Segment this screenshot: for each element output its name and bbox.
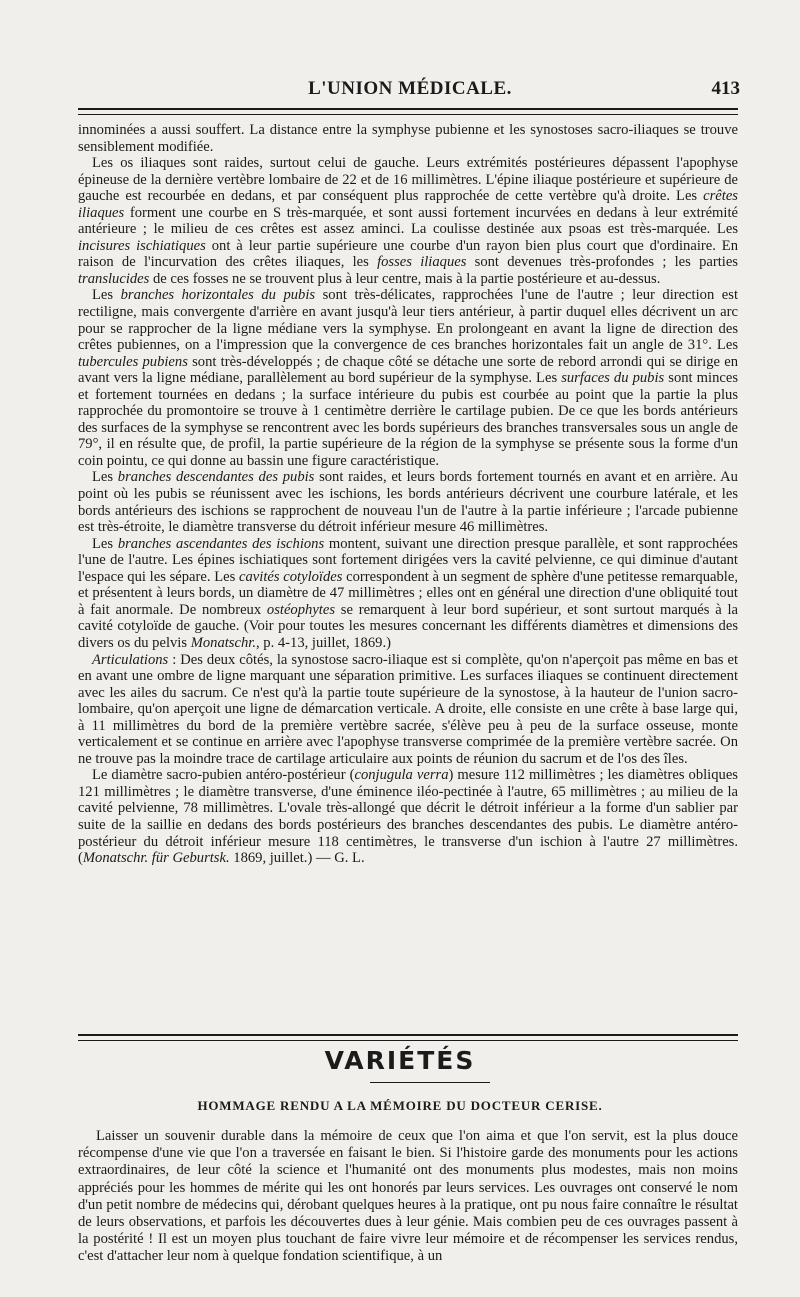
italic-term: crêtes iliaques — [78, 188, 738, 221]
page-number: 413 — [711, 78, 740, 99]
text: , p. 4-13, juillet, 1869.) — [255, 634, 391, 651]
italic-term: translucides — [78, 270, 150, 287]
paragraph-1 — [78, 122, 738, 155]
paragraph-6 — [78, 652, 738, 768]
section-rule — [78, 1034, 738, 1041]
paragraph-5 — [78, 536, 738, 652]
paragraph-3 — [78, 287, 738, 469]
italic-term: branches horizontales du pubis — [120, 287, 316, 304]
title-underline — [370, 1082, 490, 1083]
italic-term: branches descendantes des pubis — [117, 469, 315, 486]
text: Le diamètre sacro-pubien antéro-postérieur ( — [92, 767, 355, 784]
paragraph-4 — [78, 469, 738, 535]
text: 1869, juillet.) — — [229, 850, 335, 867]
text: correspondent à un segment de sphère d'une petitesse remarquable, et présentent à leurs bords, un diamètre de 47 millimètres ; elles ont en général une direction d'une obliquité tout à fait anormale. De nombreux — [78, 568, 738, 618]
section-title: VARIÉTÉS — [324, 1046, 476, 1075]
section-subtitle: HOMMAGE RENDU A LA MÉMOIRE DU DOCTEUR CERISE. — [197, 1098, 603, 1113]
text: Les — [92, 535, 118, 552]
text: : Des deux côtés, la synostose sacro-iliaque est si complète, qu'on n'aperçoit pas même en bas et en avant une ombre de ligne marquant une séparation primitive. Les surfaces iliaques se continuent directement avec les ailes du sacrum. Ce n'est qu'à la partie toute supérieure de la synostose, à la hauteur de l'union sacro-lombaire, qu'on aperçoit une ligne de démarcation verticale. A droite, elle consiste en une crête à base large qui, à 11 millimètres du bord de la première vertèbre sacrée, s'élève peu à peu de la surface osseuse, monte verticalement et se continue en arrière avec l'apophyse transverse comprimée de la première vertèbre sacrée. On ne trouve pas la moindre trace de cartilage articulaire aux points de réunion du sacrum et de l'os des îles. — [78, 651, 738, 767]
italic-term: fosses iliaques — [377, 254, 467, 271]
text: de ces fosses ne se trouvent plus à leur centre, mais à la partie postérieure et au-dessus. — [149, 270, 661, 287]
italic-term: ostéophytes — [266, 601, 336, 618]
header-rule — [78, 108, 738, 115]
italic-term: Articulations — [92, 651, 169, 668]
journal-title: L'UNION MÉDICALE. — [308, 78, 512, 99]
article-body — [78, 122, 738, 867]
italic-term: branches ascendantes des ischions — [117, 535, 325, 552]
paragraph-2 — [78, 155, 738, 287]
text: ont à leur partie supérieure une courbe d'un rayon bien plus court que d'ordinaire. En raison de l'incurvation des crêtes iliaques, les — [78, 237, 738, 271]
text: innominées a aussi souffert. La distance entre la symphyse pubienne et les synostoses sacro-iliaques se trouve sensiblement modifiée. — [78, 122, 738, 155]
section-body — [78, 1128, 738, 1266]
author-signature: G. L. — [334, 850, 365, 867]
italic-term: surfaces du pubis — [561, 370, 665, 387]
text: Les — [92, 287, 121, 304]
italic-term: incisures ischiatiques — [78, 237, 206, 254]
italic-term: conjugula verra — [354, 767, 449, 784]
text: forment une courbe en S très-marquée, et sont aussi fortement incurvées en dedans à leur extrémité antérieure ; le milieu de ces crêtes est assez aminci. La coulisse destinée aux psoas est très-marquée. Les — [78, 204, 738, 238]
text: sont devenues très-profondes ; les parties — [466, 254, 738, 271]
text: ) mesure 112 millimètres ; les diamètres obliques 121 millimètres ; le diamètre transverse, d'une éminence iléo-pectinée à l'autre, 65 millimètres ; au milieu de la cavité pelvienne, 78 millimètres. L'ovale très-allongé que décrit le détroit inférieur a la forme d'un sablier par suite de la saillie en dedans des bords postérieurs des branches descendantes des pubis. Le diamètre antéro-postérieur du détroit inférieur mesure 118 centimètres, le transverse d'un ischion à l'autre 27 millimètres. ( — [78, 767, 738, 867]
text: se remarquent à leur bord supérieur, et sont surtout marqués à la cavité cotyloïde de gauche. (Voir pour toutes les mesures concernant les différents diamètres et dimensions des divers os du pelvis — [78, 601, 739, 651]
italic-term: Monatschr. für Geburtsk. — [82, 850, 230, 867]
running-head — [80, 78, 740, 102]
text: Les os iliaques sont raides, surtout celui de gauche. Leurs extrémités postérieures dépassent l'apophyse épineuse de la dernière vertèbre lombaire de 22 et de 16 millimètres. L'épine iliaque postérieure et supérieure de gauche est recourbée en dedans, et par conséquent plus rapprochée de cette vertèbre qu'à droite. Les — [78, 155, 738, 205]
italic-term: Monatschr. — [190, 634, 256, 651]
italic-term: cavités cotyloïdes — [239, 568, 343, 585]
paragraph-7 — [78, 767, 738, 866]
text: Les — [92, 469, 118, 486]
text: sont très-délicates, rapprochées l'une de l'autre ; leur direction est rectiligne, mais convergente d'arrière en avant jusqu'à leur tiers antérieur, à partir duquel elles décrivent un arc pour se rapprocher de la ligne médiane vers la symphyse. En prolongeant en avant la ligne de direction des crêtes pubiennes, on a l'impression que la convergence de ces branches horizontales fait un angle de 31°. Les — [78, 287, 739, 354]
text: sont très-développés ; de chaque côté se détache une sorte de rebord arrondi qui se dirige en avant vers la ligne médiane, parallèlement au bord supérieur de la symphyse. Les — [78, 353, 739, 387]
text: sont minces et fortement tournées en dedans ; la surface intérieure du pubis est courbée au point que la partie la plus rapprochée du promontoire se trouve à 1 centimètre derrière le cartilage pubien. De ce que les bords antérieurs des surfaces de la symphyse se rencontrent avec les bords supérieurs des branches transversales sous un angle de 79°, il en résulte que, de profil, la partie supérieure de la région de la symphyse se présente sous la forme d'un coin pointu, ce qui donne au bassin une figure caractéristique. — [78, 370, 738, 469]
text: sont raides, et leurs bords fortement tournés en avant et en arrière. Au point où les pubis se réunissent avec les ischions, les bords antérieurs décrivent une courbure latérale, et les bords antérieurs des ischions se rapprochent de nouveau l'un de l'autre à la partie inférieure ; l'arcade pubienne est très-étroite, le diamètre transverse du détroit inférieur mesure 46 millimètres. — [78, 469, 738, 536]
italic-term: tubercules pubiens — [78, 353, 188, 370]
text: montent, suivant une direction presque parallèle, et sont rapprochées l'une de l'autre. Les épines ischiatiques sont fortement dirigées vers la cavité pelvienne, ce qui diminue d'autant l'espace qui les sépare. Les — [78, 535, 738, 585]
section-paragraph-1: Laisser un souvenir durable dans la mémoire de ceux que l'on aima et que l'on servit, est la plus douce récompense d'une vie que l'on a traversée en faisant le bien. Si l'histoire garde des monuments pour les actions extraordinaires, de leur côté la science et l'humanité ont des monuments plus modestes, mais non moins appréciés pour les hommes de mérite qui les ont honorés par leurs services. Les ouvrages ont conservé le nom d'un petit nombre de médecins qui, dérobant quelques heures à la pratique, ont pu nous faire connaître le résultat de leurs observations, et parfois les découvertes dues à leur génie. Mais combien peu de ces ouvrages passent à la postérité ! Il est un moyen plus touchant de faire vivre leur mémoire et de récompenser les services rendus, c'est d'attacher leur nom à quelque fondation scientifique, à un — [78, 1128, 738, 1265]
